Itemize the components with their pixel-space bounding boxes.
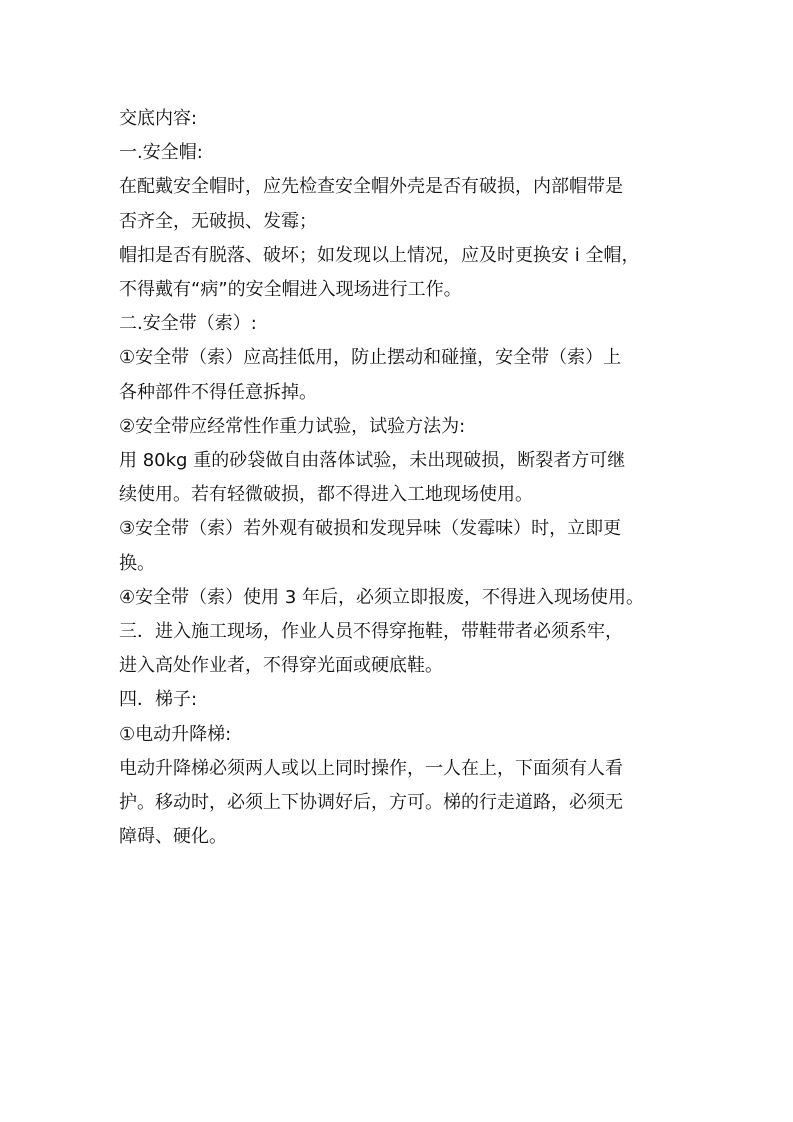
ladder-item-1-line-3: 障碍、硬化。: [119, 826, 227, 848]
ladder-item-1-line-1: 电动升降梯必须两人或以上同时操作，一人在上，下面须有人看: [119, 757, 623, 779]
helmet-paragraph-2-line-1: 帽扣是否有脱落、破坏；如发现以上情况，应及时更换安 i 全帽，: [119, 244, 640, 266]
belt-item-3-line-2: 换。: [119, 552, 155, 574]
belt-item-1-line-1: ①安全带（索）应高挂低用，防止摆动和碰撞，安全带（索）上: [119, 347, 622, 369]
belt-item-3-line-1: ③安全带（索）若外观有破损和发现异味（发霉味）时，立即更: [119, 518, 622, 540]
section-site-line-1: 三．进入施工现场，作业人员不得穿拖鞋，带鞋带者必须系牢，: [119, 621, 623, 643]
section-helmet-title: 一.安全帽:: [119, 142, 203, 164]
section-ladder-title: 四．梯子:: [119, 689, 198, 711]
ladder-item-1-line-2: 护。移动时，必须上下协调好后，方可。梯的行走道路，必须无: [119, 792, 623, 814]
helmet-paragraph-1-line-2: 否齐全，无破损、发霉；: [119, 210, 317, 232]
helmet-paragraph-1-line-1: 在配戴安全帽时，应先检查安全帽外壳是否有破损，内部帽带是: [119, 176, 623, 198]
document-body: [119, 102, 679, 854]
ladder-item-1-title: ①电动升降梯:: [119, 723, 232, 745]
section-site-line-2: 进入高处作业者，不得穿光面或硬底鞋。: [119, 655, 443, 677]
belt-item-1-line-2: 各种部件不得任意拆掉。: [119, 381, 317, 403]
belt-item-2-detail-line-1: 用 80kg 重的砂袋做自由落体试验，未出现破损，断裂者方可继: [119, 450, 626, 472]
document-heading: 交底内容:: [119, 108, 198, 129]
belt-item-2-detail-line-2: 续使用。若有轻微破损，都不得进入工地现场使用。: [119, 484, 533, 506]
belt-item-4: ④安全带（索）使用 3 年后，必须立即报废，不得进入现场使用。: [119, 586, 645, 608]
helmet-paragraph-2-line-2: 不得戴有“病”的安全帽进入现场进行工作。: [119, 279, 462, 301]
belt-item-2: ②安全带应经常性作重力试验，试验方法为:: [119, 415, 466, 437]
section-belt-title: 二.安全带（索）:: [119, 313, 257, 335]
